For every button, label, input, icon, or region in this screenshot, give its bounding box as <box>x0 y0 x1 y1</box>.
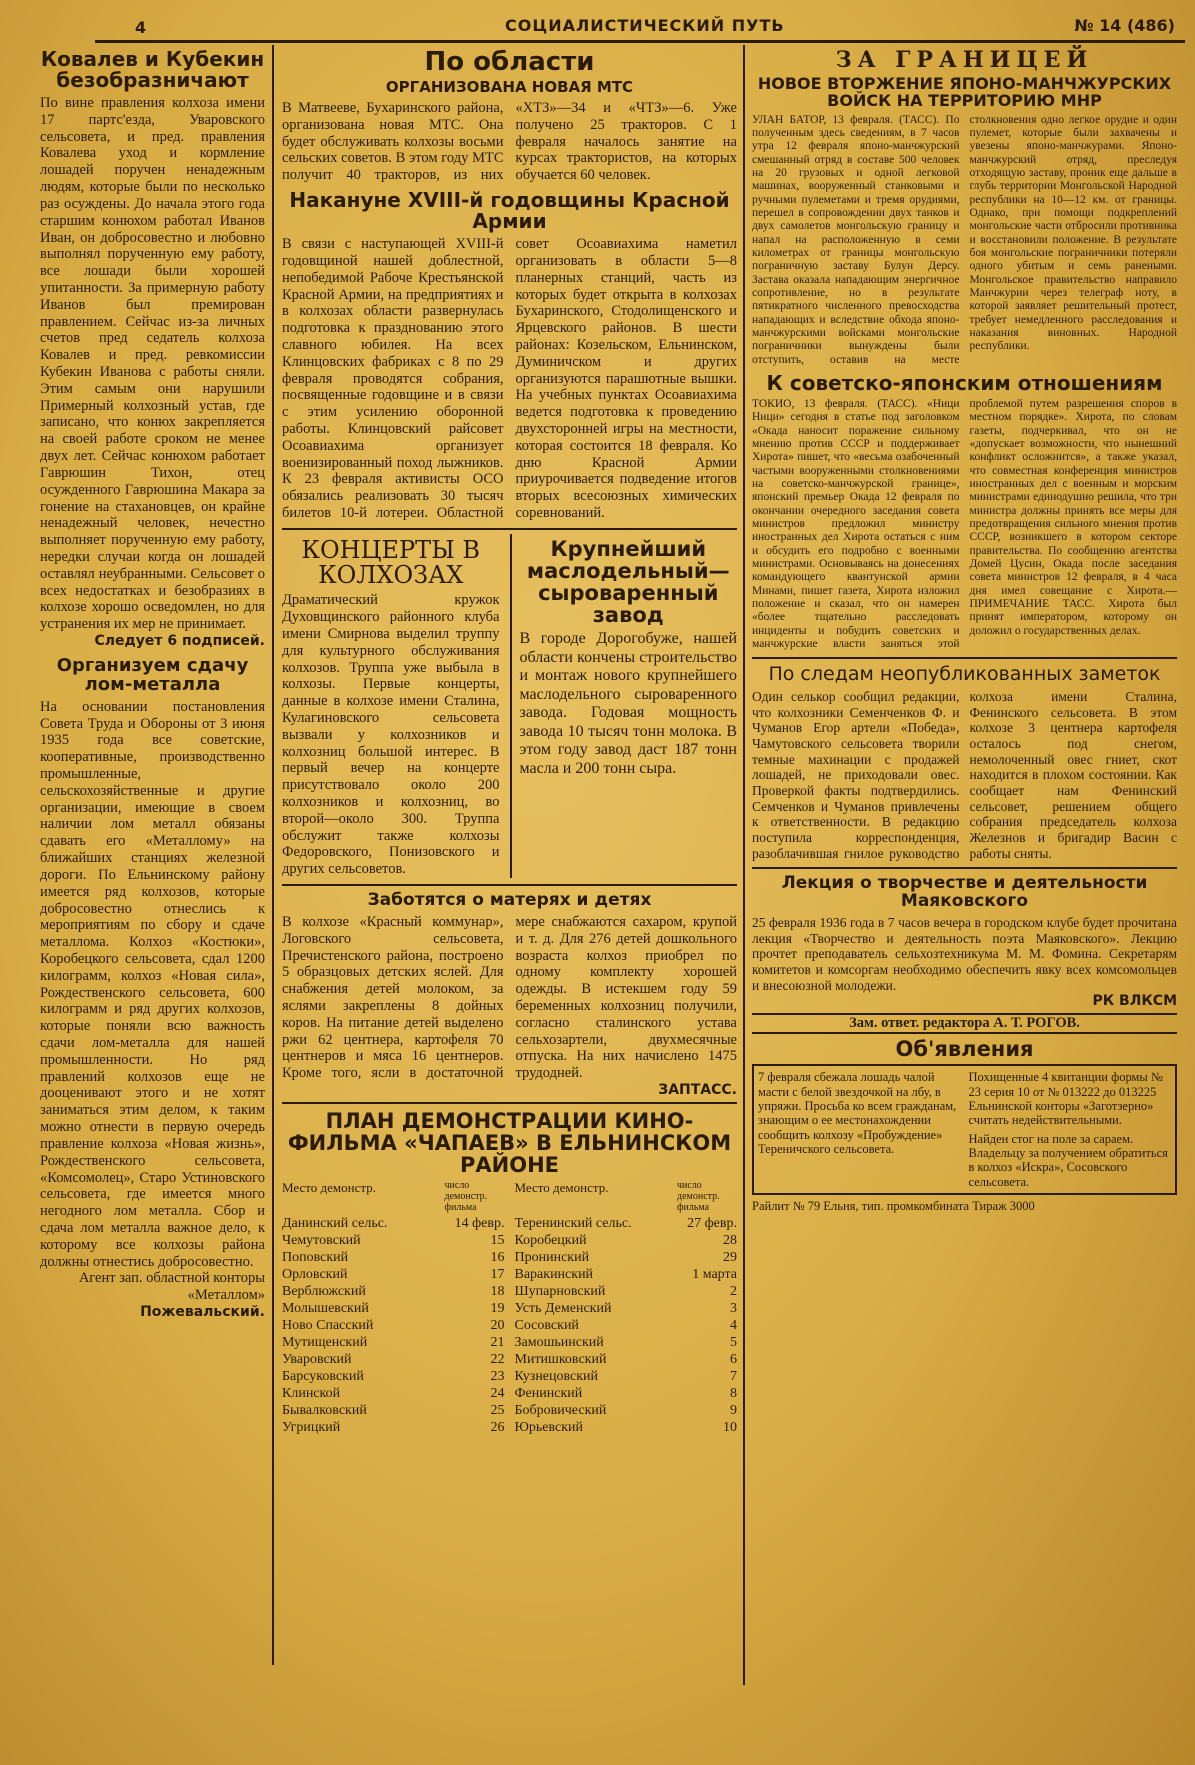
plan-place: Сосовский <box>514 1318 579 1334</box>
soviet-japanese-title: К советско-японским отношениям <box>766 370 1163 395</box>
plan-row <box>515 1334 738 1351</box>
plan-date: 5 <box>730 1335 737 1351</box>
plan-place: Орловский <box>282 1267 348 1283</box>
plan-place: Данинский сельс. <box>282 1216 388 1232</box>
plan-head-date: число демонстр. фильма <box>444 1180 488 1214</box>
plan-date: 14 февр. <box>454 1216 505 1232</box>
column-right <box>752 45 1177 1745</box>
plan-row <box>515 1232 738 1249</box>
plan-row <box>282 1215 505 1232</box>
plan-date: 2 <box>730 1284 737 1300</box>
army-text: В связи с наступающей XVIII-й годовщиной нашей доблестной, непобедимой Рабоче Крестьянской Красной Армии, на предприятиях и в колхозах области развернулась подготовка к празднованию этого славного юбилея. На всех Клинцовских фабриках с 8 по 29 февраля проводятся собрания, посвященные годовщине и в связи с этим усилению оборонной работы. Клинцовский райсовет Осоавиахима организует военизированный поход лыжников. К 23 февраля активисты ОСО обязались реализовать 30 тысяч билетов 10-й лотереи. Областной совет Осоавиахима наметил организовать в области 5—8 планерных станций, часть из которых будет открыта в колхозах Бухаринского, Стодолищенского и Ярцевского районов. В шести районах: Козельском, Ельнинском, Думиничском и других организуются парашютные вышки. На учебных пунктах Осоавиахима ведется подготовка к проведению двухсторонней игры на местности, которая состоится 18 февраля. Ко дню Красной Армии приурочивается подведение итогов вторых всесоюзных химических соревнований. <box>282 236 737 522</box>
plan-date: 20 <box>490 1318 505 1334</box>
plan-place: Замошьинский <box>514 1335 604 1351</box>
mothers-signature: ЗАПТАСС. <box>658 1082 737 1099</box>
plan-row <box>282 1419 505 1436</box>
plan-place: Чемутовский <box>282 1233 361 1249</box>
mts-text: В Матвееве, Бухаринского района, организована новая МТС. Она будет обслуживать колхозы восьми сельских советов. В этом году МТС получит 40 тракторов, из них «ХТЗ»—34 и «ЧТЗ»—6. Уже получено 25 тракторов. С 1 февраля началось занятие на курсах трактористов, на которых обучается 60 человек. <box>282 100 737 184</box>
plan-date: 6 <box>730 1352 737 1368</box>
page-number: 4 <box>135 18 147 37</box>
plan-date: 19 <box>490 1301 505 1317</box>
plan-place: Бобровический <box>514 1403 607 1419</box>
lecture-title: Лекция о творчестве и деятельности Маяковского <box>781 873 1148 912</box>
plan-place: Митишковский <box>514 1352 607 1368</box>
article-text-metal: На основании постановления Совета Труда и Обороны от 3 июня 1935 года все советские, кооперативные, производственно промышленные, сельскохозяйственные и другие организации, имеющие в своем наличии лом металл обязаны сдавать его «Металлому» на ближайших станциях железной дороги. По Ельнинскому району имеется ряд колхозов, которые добросовестно отнеслись к мероприятиям по сбору и сдаче металлома. Колхоз «Костюки», Коробецкого сельсовета, сдал 1200 килограмм, колхоз «Новая сила», Рождественского сельсовета, 600 килограмм и ряд других колхозов, которые поняли всю важность сдачи лом-металла для нашей промышленности. Но ряд правлений колхозов еще не дооценивают этого и не хотят заниматься этим делом, к таким можно отнести в первую очередь правление колхоза «Новая жизнь», Рождественского сельсовета, «Комсомолец», Старо Устиновского сельсовета, где имеется много негодного лом металла. Сбор и сдача лом металла важное дело, к которому все колхозы района должны отнестись добросовестно. <box>40 698 265 1270</box>
plan-row <box>282 1232 505 1249</box>
article-title-kovalev: Ковалев и Кубекин безобразничают <box>40 47 265 92</box>
plan-row <box>282 1402 505 1419</box>
chapaev-plan <box>282 1102 737 1436</box>
plan-date: 27 февр. <box>687 1216 737 1232</box>
plan-place: Кузнецовский <box>514 1369 599 1385</box>
plan-date: 18 <box>490 1284 505 1300</box>
milk-plant-title: Крупнейший маслодельный—сыроваренный завод <box>526 536 730 628</box>
issue-number: № 14 (486) <box>1074 16 1175 35</box>
plan-row <box>515 1385 738 1402</box>
plan-place: Юрьевский <box>514 1420 584 1436</box>
plan-row <box>515 1215 738 1232</box>
plan-row <box>282 1283 505 1300</box>
ad-lost-horse: 7 февраля сбежала лошадь чалой масти с белой звездочкой на лбу, в упряжи. Просьба ко всем гражданам, знающим о ее местонахождении сообщить колхозу «Пробуждение» Тереничского сельсовета. <box>758 1070 957 1157</box>
region-section-title: По области <box>424 47 595 77</box>
plan-row <box>282 1351 505 1368</box>
plan-row <box>515 1266 738 1283</box>
plan-head-place: Место демонстр. <box>282 1180 376 1196</box>
milk-plant-text: В городе Дорогобуже, нашей области кончены строительство и монтаж нового крупнейшего маслодельного сыроваренного завода. Годовая мощность завода 10 тысяч тонн молока. В этом году завод даст 187 тонн масла и 200 тонн сыра. <box>519 630 737 777</box>
plan-date: 10 <box>723 1420 737 1436</box>
paper-title: СОЦИАЛИСТИЧЕСКИЙ ПУТЬ <box>505 16 785 35</box>
ad-receipts: Похищенные 4 квитанции формы № 23 серия 10 от № 013222 до 013225 Ельнинской конторы «Заготзерно» считать недействительными. <box>968 1070 1163 1128</box>
traces-text: Один селькор сообщил редакции, что колхозники Семенченков Ф. и Чуманов Егор артели «Победа», Чамутовского сельсовета творили темные махинации с продажей лошадей, не приходовали овес. Проверкой факты подтвердились. Семченков и Чуманов привлечены к ответственности. В редакцию поступила корреспонденция, разоблачившая гнилое руководство колхоза имени Сталина, Фенинского сельсовета. В этом колхозе 3 центнера картофеля осталось под снегом, немолоченный овес гниет, скот находится в плохом состоянии. Как сообщает нам Фенинский сельсовет, решением общего собрания председатель колхоза Железнов и бригадир Васин с работы сняты. <box>752 689 1177 861</box>
plan-row <box>282 1368 505 1385</box>
column-left <box>40 45 265 1705</box>
plan-date: 9 <box>730 1403 737 1419</box>
editor-line: Зам. ответ. редактора А. Т. РОГОВ. <box>752 1013 1177 1034</box>
plan-row <box>515 1419 738 1436</box>
ads-title: Об'явления <box>895 1037 1034 1062</box>
imprint-footer: Райлит № 79 Ельня, тип. промкомбината Тираж 3000 <box>752 1199 1035 1214</box>
ad-found-stack: Найден стог на поле за сараем. Владельцу за получением обратиться в колхоз «Искра», Сосовского сельсовета. <box>968 1131 1168 1189</box>
plan-row <box>515 1351 738 1368</box>
article-text-kovalev: По вине правления колхоза имени 17 партс'езда, Уваровского сельсовета, и пред. правления Ковалева уход и кормление лошадей поручен ненадежным людям, которые были по несколько раз осуждены. До начала этого года старшим конюхом работал Иванов Иван, он добросовестно и любовно выполнял порученную ему работу, все лошади были хорошей упитанности. За примерную работу Иванов был премирован правлением. Сейчас из-за личных счетов пред седатель колхоза Ковалев и пред. ревкомиссии Кубекин Иванова с работы сняли. Этим самым они нарушили Примерный колхозный устав, где записано, что конюх закрепляется на своей работе сроком не менее двух лет. Сейчас конюхом работает Гаврюшин Тихон, отец осужденного Гаврюшина Макара за гонение на стахановцев, он крайне ненадежный человек, нечестно выполняет порученную ему работу, нередки случаи когда он лошадей оставлял неубранными. Сельсовет о всех недостатках и безобразиях в колхозе хорошо осведомлен, но для устранения их мер не принимает. <box>40 95 265 633</box>
plan-place: Уваровский <box>282 1352 352 1368</box>
plan-date: 16 <box>490 1250 505 1266</box>
traces-title: По следам неопубликованных заметок <box>768 663 1161 686</box>
plan-date: 29 <box>723 1250 737 1266</box>
plan-date: 24 <box>490 1386 505 1402</box>
plan-title: ПЛАН ДЕМОНСТРАЦИИ КИНО-ФИЛЬМА «ЧАПАЕВ» В ЕЛЬНИНСКОМ РАЙОНЕ <box>287 1109 732 1178</box>
plan-place: Мутищенский <box>282 1335 368 1351</box>
plan-place: Верблюжский <box>282 1284 366 1300</box>
plan-place: Угрицкий <box>282 1420 341 1436</box>
plan-head-place-2: Место демонстр. <box>514 1180 609 1196</box>
plan-row <box>515 1300 738 1317</box>
plan-date: 8 <box>730 1386 737 1402</box>
army-title: Накануне XVIII-й годовщины Красной Армии <box>289 188 730 234</box>
plan-place: Варакинский <box>514 1267 594 1283</box>
lecture-text: 25 февраля 1936 года в 7 часов вечера в городском клубе будет прочитана лекция «Творчество и деятельность поэта Маяковского». Лекцию прочтет преподаватель сельхозтехникума М. М. Фомина. Секретарям комитетов и комсоргам необходимо обеспечить явку всех комсомольцев и внесоюзной молодежи. <box>752 915 1177 993</box>
plan-row <box>282 1334 505 1351</box>
plan-row <box>282 1317 505 1334</box>
plan-date: 26 <box>490 1420 505 1436</box>
plan-place: Шупарновский <box>514 1284 606 1300</box>
plan-row <box>282 1249 505 1266</box>
plan-date: 23 <box>490 1369 505 1385</box>
plan-date: 28 <box>723 1233 737 1249</box>
plan-row <box>515 1368 738 1385</box>
metal-signature-role: Агент зап. областной конторы «Металлом» <box>78 1270 265 1304</box>
plan-date: 4 <box>730 1318 737 1334</box>
mothers-text: В колхозе «Красный коммунар», Логовского сельсовета, Пречистенского района, построено 5 образцовых детских яслей. Для снабжения детей молоком, за яслями закреплены 8 дойных коров. На питание детей выделено ржи 62 центнера, картофеля 70 центнеров и мяса 16 центнеров. Кроме того, ясли в достаточной мере снабжаются сахаром, крупой и т. д. Для 276 детей дошкольного возраста колхоз приобрел по одному комплекту хорошей одежды. В истекшем году 59 беременных колхозниц получили, согласно сталинского устава сельхозартели, двухмесячные отпуска. На них начислено 1475 трудодней. <box>282 913 737 1082</box>
soviet-japanese-text: ТОКИО, 13 февраля. (ТАСС). «Ници Ници» сегодня в статье под заголовком «Окада наносит поражение сильному мнению против СССР и поддерживает Хирота» пишет, что «весьма озабоченный частыми вооруженными столкновениями на советско-манчжурской границе», японский премьер Окада 12 февраля по окончании очередного заседания совета министров предложил министру иностранных дел Хирота остаться с ним и обсудить его подробно с военными министрами. Основываясь на донесениях командующего квантунской армии Минами, пишет газета, Хирота изложил положение и сказал, что он намерен «более тщательно расследовать инциденты и побудить советских и манчжурские власти заняться этой проблемой путем разрешения споров в местном порядке». Хирота, по словам газеты, подчеркивал, что он не «допускает возможности, что нынешний конфликт осложнится», а также указал, что совместная конференция министров иностранных дел с военным и морским министрами единодушно решила, что три министра должны принять все меры для предотвращения сильного мнения против СССР, возникшего в котором секторе правительства. По сообщению агентства Домей Цусин, Окада после заседания совета министров 12 февраля, в 4 часа дня имел совещание с Хирота.— ПРИМЕЧАНИЕ ТАСС. Хирота был принят императором, которому он доложил о государственных делах. <box>752 397 1177 650</box>
concert-title: КОНЦЕРТЫ В КОЛХОЗАХ <box>301 535 481 590</box>
column-divider-1 <box>272 45 274 1665</box>
concert-text: Драматический кружок Духовщинского районного клуба имени Смирнова выделил труппу для культурного обслуживания колхозов. Труппа уже выбыла в колхозы. Первые концерты, данные в колхозе имени Сталина, Кулагиновского сельсовета вызвали у колхозников и колхозниц большой интерес. В первый вечер на концерте присутствовало около 200 колхозников и колхозниц, во второй—около 300. Труппа обслужит также колхозы Федоровского, Понизовского и других сельсоветов. <box>282 592 500 878</box>
plan-row <box>282 1266 505 1283</box>
plan-place: Поповский <box>282 1250 349 1266</box>
mts-title: ОРГАНИЗОВАНА НОВАЯ МТС <box>385 78 634 97</box>
metal-signature-name: Пожевальский. <box>140 1304 265 1321</box>
invasion-title: НОВОЕ ВТОРЖЕНИЕ ЯПОНО-МАНЧЖУРСКИХ ВОЙСК НА ТЕРРИТОРИЮ МНР <box>757 74 1172 110</box>
plan-row <box>515 1249 738 1266</box>
plan-date: 21 <box>490 1335 505 1351</box>
plan-list-right <box>515 1215 738 1436</box>
plan-row <box>515 1402 738 1419</box>
plan-date: 17 <box>490 1267 505 1283</box>
plan-place: Усть Деменский <box>514 1301 612 1317</box>
plan-place: Ново Спасский <box>282 1318 374 1334</box>
plan-date: 25 <box>490 1403 505 1419</box>
invasion-text: УЛАН БАТОР, 13 февраля. (ТАСС). По полученным здесь сведениям, в 7 часов утра 12 февраля японо-манчжурский смешанный отряд в составе 500 человек на 20 грузовых и одной легковой машинах, вооруженный станковыми и ручными пулеметами и тремя орудиями, перешел в сопровождении двух танков и двух самолетов монгольскую границу и напал на расположенную в семи километрах от границы монгольскую пограничную заставу Булун Дерсу. Застава оказала нападающим энергичное сопротивление, но в результате пятикратного численного превосходства нападающих и вследствие обхода японо-манчжурскими войсками монгольские пограничники вынуждены были отступить, оставив на месте столкновения одно легкое орудие и один пулемет, которые были захвачены и увезены японо-манчжурами. Японо-манчжурский отряд, преследуя отходящую заставу, проник еще дальше в глубь территории Монгольской Народной республики на 10—12 км. от границы. Однако, при помощи подкреплений монгольские части отбросили противника и восстановили положение. В результате боя монгольские пограничники потеряли одного убитым и семь ранеными. Монгольское правительство направило Манчжурии через телеграф ноту, в которой заявляет решительный протест, требует немедленного расследования и наказания виновных. Народной республики. <box>752 113 1177 366</box>
plan-list-left <box>282 1215 505 1436</box>
abroad-section-title: ЗА ГРАНИЦЕЙ <box>835 47 1094 73</box>
masthead <box>95 10 1185 43</box>
column-middle <box>282 45 737 1705</box>
article-title-metal: Организуем сдачу лом-металла <box>56 655 249 695</box>
plan-place: Пронинский <box>514 1250 590 1266</box>
plan-row <box>282 1385 505 1402</box>
plan-place: Молышевский <box>282 1301 369 1317</box>
plan-place: Фенинский <box>514 1386 583 1402</box>
mothers-title: Заботятся о матерях и детях <box>367 890 652 911</box>
plan-date: 3 <box>730 1301 737 1317</box>
plan-place: Бывалковский <box>282 1403 367 1419</box>
plan-place: Коробецкий <box>514 1233 587 1249</box>
lecture-signature: РК ВЛКСМ <box>1092 993 1177 1010</box>
plan-date: 15 <box>490 1233 505 1249</box>
plan-date: 22 <box>490 1352 505 1368</box>
plan-date: 1 марта <box>692 1267 737 1283</box>
plan-head-date-2: число демонстр. фильма <box>677 1180 720 1214</box>
plan-row <box>282 1300 505 1317</box>
signature-6: Следует 6 подписей. <box>94 633 265 649</box>
column-divider-2 <box>743 45 745 1685</box>
plan-row <box>515 1283 738 1300</box>
plan-place: Теренинский сельс. <box>514 1216 632 1232</box>
plan-date: 7 <box>730 1369 737 1385</box>
plan-place: Барсуковский <box>282 1369 364 1385</box>
plan-row <box>515 1317 738 1334</box>
ads-box <box>752 1064 1177 1195</box>
plan-place: Клинской <box>282 1386 341 1402</box>
